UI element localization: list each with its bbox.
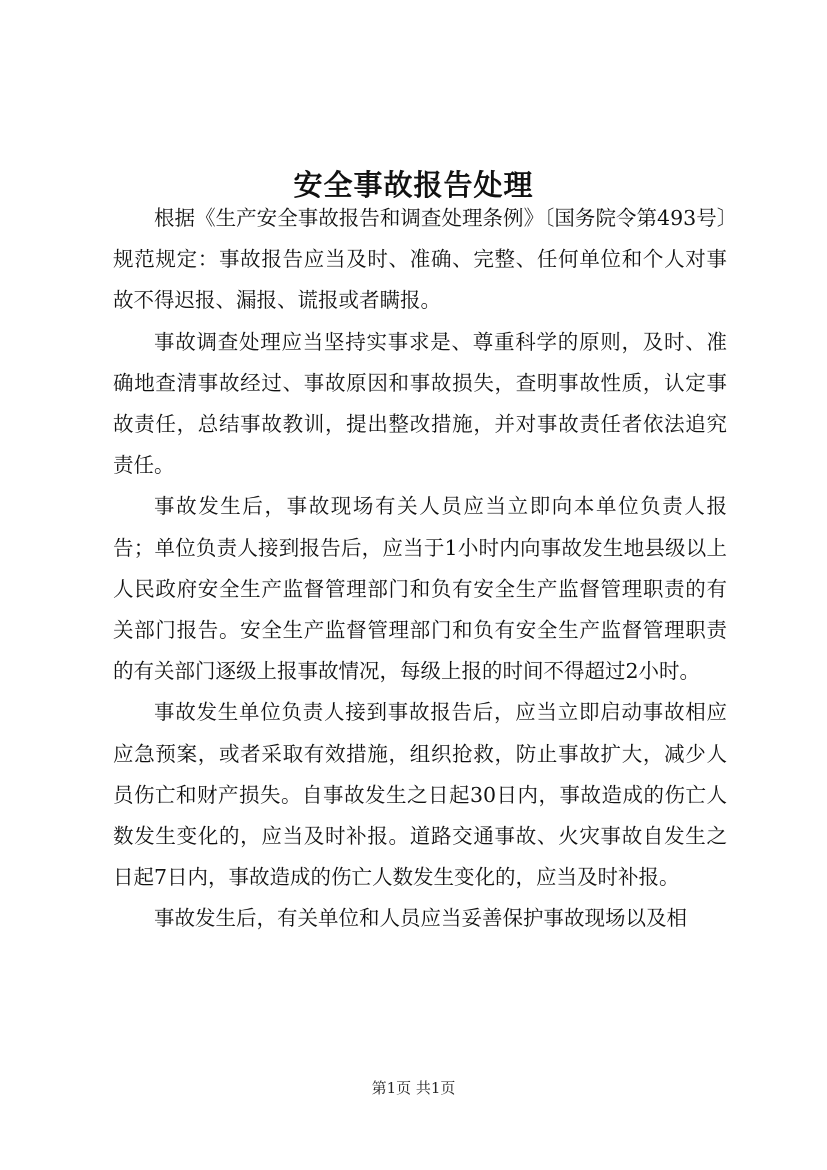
paragraph-4: 事故发生单位负责人接到事故报告后，应当立即启动事故相应应急预案，或者采取有效措施，组织抢救，防止事故扩大，减少人员伤亡和财产损失。自事故发生之日起30日内，事故造成的伤亡人数发生变化的，应当及时补报。道路交通事故、火灾事故自发生之日起7日内，事故造成的伤亡人数发生变化的，应当及时补报。: [113, 700, 727, 890]
document-title: 安全事故报告处理: [293, 168, 534, 203]
paragraph-3: 事故发生后，事故现场有关人员应当立即向本单位负责人报告；单位负责人接到报告后，应当于1小时内向事故发生地县级以上人民政府安全生产监督管理部门和负有安全生产监督管理职责的有关部门报告。安全生产监督管理部门和负有安全生产监督管理职责的有关部门逐级上报事故情况，每级上报的时间不得超过2小时。: [113, 494, 727, 684]
document-body: [113, 198, 727, 940]
paragraph-1: 根据《生产安全事故报告和调查处理条例》〔国务院令第493号〕规范规定：事故报告应当及时、准确、完整、任何单位和个人对事故不得迟报、漏报、谎报或者瞒报。: [113, 206, 727, 313]
paragraph-5: 事故发生后，有关单位和人员应当妥善保护事故现场以及相: [154, 906, 687, 931]
paragraph-2: 事故调查处理应当坚持实事求是、尊重科学的原则，及时、准确地查清事故经过、事故原因和事故损失，查明事故性质，认定事故责任，总结事故教训，提出整改措施，并对事故责任者依法追究责任。: [113, 329, 727, 478]
page-footer: 第1页 共1页: [371, 1079, 456, 1097]
